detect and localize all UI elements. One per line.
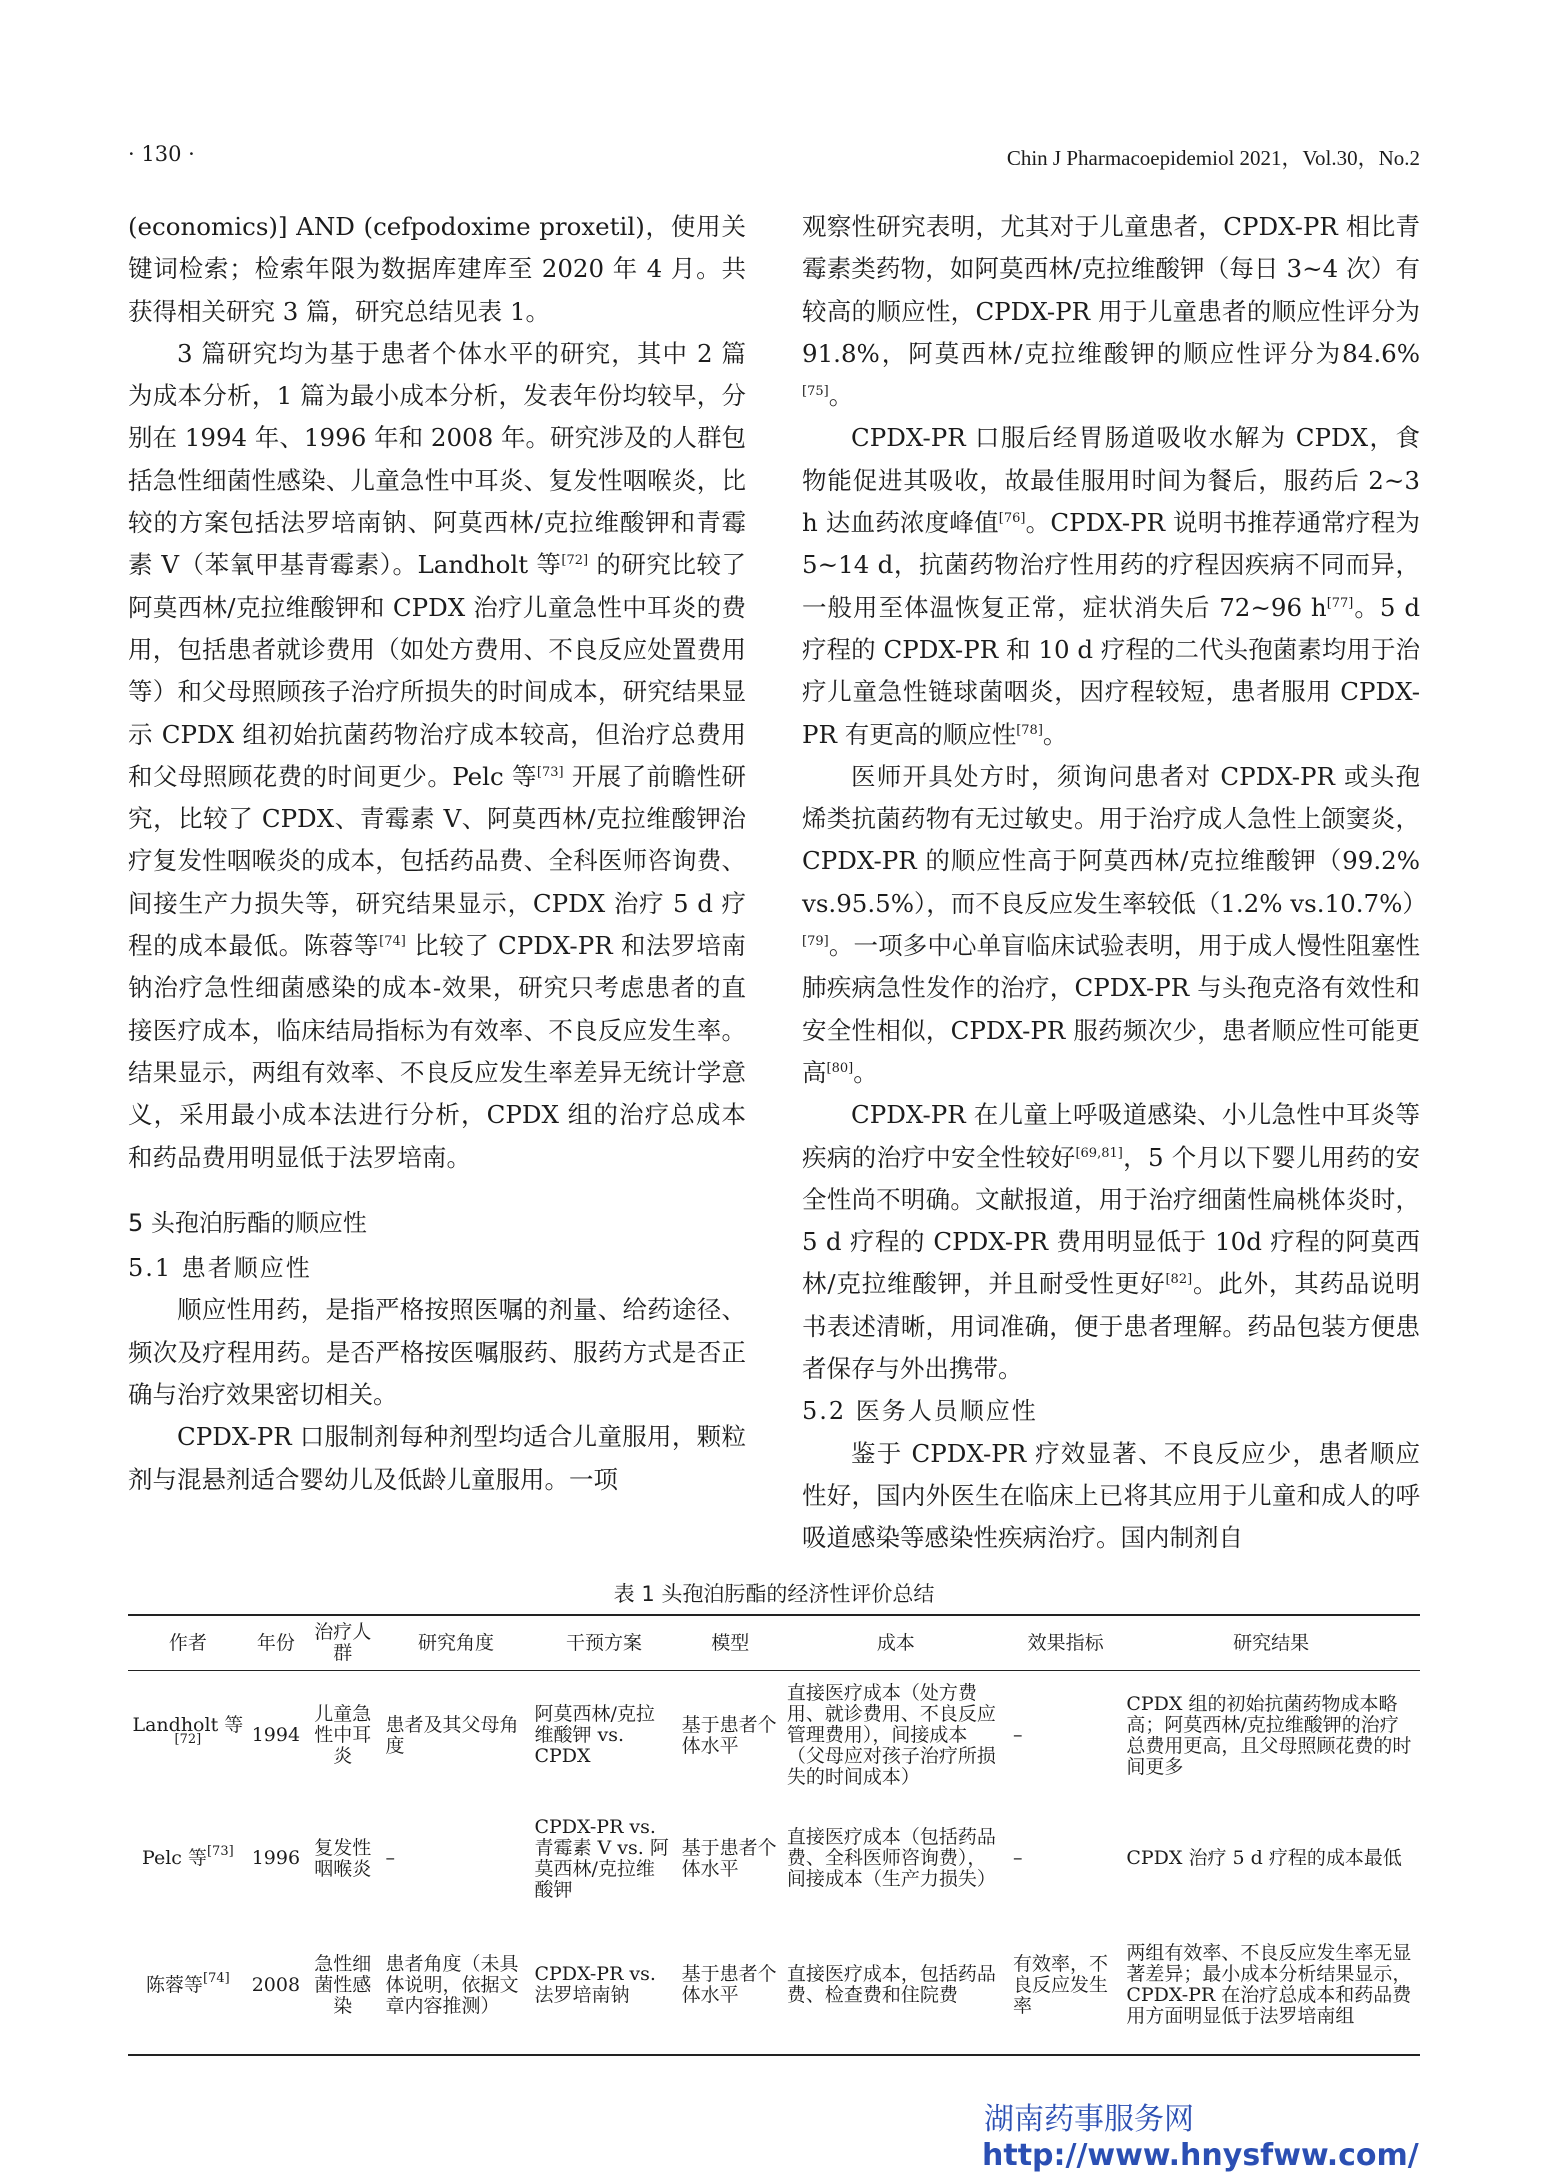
cost-cell: 直接医疗成本（包括药品费、全科医师咨询费），间接成本（生产力损失） xyxy=(786,1826,996,1890)
paragraph: CPDX-PR 口服后经胃肠道吸收水解为 CPDX，食物能促进其吸收，故最佳服用时间为餐后，服药后 2~3 h 达血药浓度峰值[76]。CPDX-PR 说明书推荐通常疗程为 5~14 d，抗菌药物治疗性用药的疗程因疾病不同而异，一般用至体温恢复正常，症状消失后 72~96 h[77]。5 d 疗程的 CPDX-PR 和 10 d 疗程的二代头孢菌素均用于治疗儿童急性链球菌咽炎，因疗程较短，患者服用 CPDX-PR 有更高的顺应性[78]。 xyxy=(802,423,1421,749)
model-cell: 基于患者个体水平 xyxy=(678,1917,783,2055)
table-row xyxy=(128,1801,1420,1917)
effect-cell: – xyxy=(1013,1847,1023,1869)
result-cell: CPDX 组的初始抗菌药物成本略高；阿莫西林/克拉维酸钾的治疗总费用更高，且父母照顾花费的时间更多 xyxy=(1126,1692,1412,1778)
result-cell: CPDX 治疗 5 d 疗程的成本最低 xyxy=(1126,1847,1402,1869)
column-header: 治疗人群 xyxy=(304,1615,381,1671)
effect-cell: 有效率，不良反应发生率 xyxy=(1009,1917,1122,2055)
paragraph: 医师开具处方时，须询问患者对 CPDX-PR 或头孢烯类抗菌药物有无过敏史。用于治疗成人急性上颌窦炎，CPDX-PR 的顺应性高于阿莫西林/克拉维酸钾（99.2% vs.95.5%），而不良反应发生率较低（1.2% vs.10.7%）[79]。一项多中心单盲临床试验表明，用于成人慢性阻塞性肺疾病急性发作的治疗，CPDX-PR 与头孢克洛有效性和安全性相似，CPDX-PR 服药频次少，患者顺应性可能更高[80]。 xyxy=(802,761,1427,1087)
table-row xyxy=(128,1917,1420,2055)
citation-ref[interactable]: [79] xyxy=(802,934,829,950)
year-cell: 2008 xyxy=(248,1917,304,2055)
citation-ref[interactable]: [77] xyxy=(1326,595,1354,611)
model-cell: 基于患者个体水平 xyxy=(681,1713,777,1757)
citation-ref[interactable]: [69,81] xyxy=(1075,1145,1123,1161)
population-cell: 复发性咽喉炎 xyxy=(314,1836,372,1880)
table-caption: 表 1 头孢泊肟酯的经济性评价总结 xyxy=(613,1582,935,1606)
column-header: 年份 xyxy=(248,1615,304,1671)
perspective-cell: 患者角度（未具体说明，依据文章内容推测） xyxy=(382,1917,531,2055)
page-header xyxy=(128,142,1420,176)
cost-cell: 直接医疗成本，包括药品费、检查费和住院费 xyxy=(783,1917,1009,2055)
citation-ref[interactable]: [74] xyxy=(379,934,406,950)
intervention-cell: 阿莫西林/克拉维酸钾 vs. CPDX xyxy=(534,1703,655,1768)
author-cell: Landholt 等[72] xyxy=(132,1713,244,1747)
economic-evaluation-table xyxy=(128,1574,1420,2056)
subsection-heading: 5.2 医务人员顺应性 xyxy=(802,1397,1038,1426)
watermark-url[interactable]: http://www.hnysfww.com/ xyxy=(982,2138,1419,2173)
paragraph: 鉴于 CPDX-PR 疗效显著、不良反应少，患者顺应性好，国内外医生在临床上已将其应用于儿童和成人的呼吸道感染等感染性疾病治疗。国内制剂自 xyxy=(802,1438,1420,1553)
column-header: 成本 xyxy=(783,1615,1009,1671)
year-cell: 1996 xyxy=(251,1847,301,1869)
model-cell: 基于患者个体水平 xyxy=(681,1836,777,1880)
citation-ref[interactable]: [76] xyxy=(998,511,1026,527)
paragraph: CPDX-PR 口服制剂每种剂型均适合儿童服用，颗粒剂与混悬剂适合婴幼儿及低龄儿童服用。一项 xyxy=(128,1422,746,1494)
result-cell: 两组有效率、不良反应发生率无显著差异；最小成本分析结果显示，CPDX-PR 在治疗总成本和药品费用方面明显低于法罗培南组 xyxy=(1122,1917,1420,2055)
column-header: 研究角度 xyxy=(382,1615,531,1671)
table-row xyxy=(128,1671,1420,1801)
perspective-cell: – xyxy=(385,1847,396,1869)
paragraph: 观察性研究表明，尤其对于儿童患者，CPDX-PR 相比青霉素类药物，如阿莫西林/克拉维酸钾（每日 3~4 次）有较高的顺应性，CPDX-PR 用于儿童患者的顺应性评分为91.8%，阿莫西林/克拉维酸钾的顺应性评分为84.6%[75]。 xyxy=(802,212,1420,411)
perspective-cell: 患者及其父母角度 xyxy=(385,1713,519,1757)
paragraph: (economics)] AND (cefpodoxime proxetil)，使用关键词检索；检索年限为数据库建库至 2020 年 4 月。共获得相关研究 3 篇，研究总结见表 1。 xyxy=(128,212,746,326)
citation-ref[interactable]: [80] xyxy=(826,1060,854,1076)
paragraph: CPDX-PR 在儿童上呼吸道感染、小儿急性中耳炎等疾病的治疗中安全性较好[69,81]，5 个月以下婴儿用药的安全性尚不明确。文献报道，用于治疗细菌性扁桃体炎时，5 d 疗程的 CPDX-PR 费用明显低于 10d 疗程的阿莫西林/克拉维酸钾，并且耐受性更好[82]。此外，其药品说明书表述清晰，用词准确，便于患者理解。药品包装方便患者保存与外出携带。 xyxy=(802,1100,1421,1384)
citation-ref[interactable]: [75] xyxy=(802,384,829,400)
column-header: 研究结果 xyxy=(1122,1615,1420,1671)
column-header: 干预方案 xyxy=(530,1615,677,1671)
watermark-site-name: 湖南药事服务网 xyxy=(984,2102,1194,2137)
column-header: 作者 xyxy=(128,1615,248,1671)
column-header: 效果指标 xyxy=(1009,1615,1122,1671)
left-column xyxy=(128,206,746,1501)
author-cell: 陈蓉等[74] xyxy=(128,1917,248,2055)
population-cell: 儿童急性中耳炎 xyxy=(314,1703,372,1768)
paragraph: 3 篇研究均为基于患者个体水平的研究，其中 2 篇为成本分析，1 篇为最小成本分析，发表年份均较早，分别在 1994 年、1996 年和 2008 年。研究涉及的人群包括急性细菌性感染、儿童急性中耳炎、复发性咽喉炎，比较的方案包括法罗培南钠、阿莫西林/克拉维酸钾和青霉素 V（苯氧甲基青霉素）。Landholt 等[72] 的研究比较了阿莫西林/克拉维酸钾和 CPDX 治疗儿童急性中耳炎的费用，包括患者就诊费用（如处方费用、不良反应处置费用等）和父母照顾孩子治疗所损失的时间成本，研究结果显示 CPDX 组初始抗菌药物治疗成本较高，但治疗总费用和父母照顾花费的时间更少。Pelc 等[73] 开展了前瞻性研究，比较了 CPDX、青霉素 V、阿莫西林/克拉维酸钾治疗复发性咽喉炎的成本，包括药品费、全科医师咨询费、间接生产力损失等，研究结果显示，CPDX 治疗 5 d 疗程的成本最低。陈蓉等[74] 比较了 CPDX-PR 和法罗培南钠治疗急性细菌感染的成本-效果，研究只考虑患者的直接医疗成本，临床结局指标为有效率、不良反应发生率。结果显示，两组有效率、不良反应发生率差异无统计学意义，采用最小成本法进行分析，CPDX 组的治疗总成本和药品费用明显低于法罗培南。 xyxy=(128,338,747,1172)
effect-cell: – xyxy=(1013,1724,1023,1747)
column-header: 模型 xyxy=(678,1615,783,1671)
subsection-heading: 5.1 患者顺应性 xyxy=(128,1254,312,1283)
citation-ref[interactable]: [78] xyxy=(1016,722,1043,738)
journal-citation: Chin J Pharmacoepidemiol 2021，Vol.30，No.2 xyxy=(1006,146,1420,170)
author-cell: Pelc 等[73] xyxy=(142,1844,234,1869)
citation-ref[interactable]: [73] xyxy=(536,764,564,780)
cost-cell: 直接医疗成本（处方费用、就诊费用、不良反应管理费用），间接成本（父母应对孩子治疗所损失的时间成本） xyxy=(786,1682,996,1789)
site-watermark[interactable] xyxy=(982,2102,1419,2174)
section-heading: 5 头孢泊肟酯的顺应性 xyxy=(128,1208,367,1237)
intervention-cell: CPDX-PR vs. 法罗培南钠 xyxy=(530,1917,677,2055)
page-number: · 130 · xyxy=(128,142,195,166)
paragraph: 顺应性用药，是指严格按照医嘱的剂量、给药途径、频次及疗程用药。是否严格按医嘱服药、服药方式是否正确与治疗效果密切相关。 xyxy=(128,1295,746,1410)
citation-ref[interactable]: [82] xyxy=(1165,1272,1193,1288)
population-cell: 急性细菌性感染 xyxy=(304,1917,381,2055)
intervention-cell: CPDX-PR vs. 青霉素 V vs. 阿莫西林/克拉维酸钾 xyxy=(534,1815,669,1901)
table-header-row xyxy=(128,1615,1420,1671)
year-cell: 1994 xyxy=(251,1724,301,1747)
citation-ref[interactable]: [72] xyxy=(561,553,589,569)
right-column xyxy=(802,206,1427,1560)
